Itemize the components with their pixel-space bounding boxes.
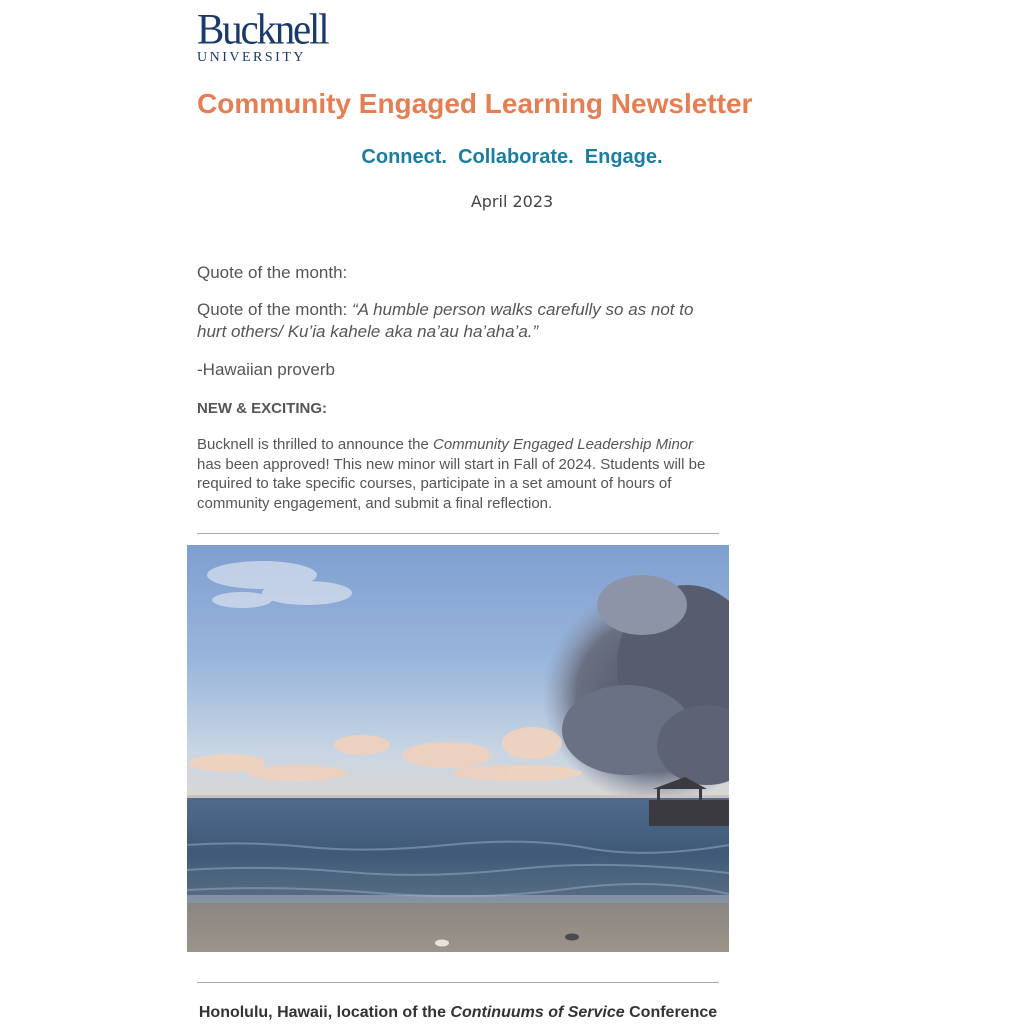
caption-conference-name: Continuums of Service xyxy=(450,1004,625,1021)
logo-subline: UNIVERSITY xyxy=(197,50,306,65)
news-text-italic: Community Engaged Leadership Minor xyxy=(432,436,694,453)
newsletter-title: Community Engaged Learning Newsletter xyxy=(197,88,753,119)
honolulu-beach-photo xyxy=(187,545,729,952)
photo-caption xyxy=(187,1004,729,1022)
news-heading: NEW & EXCITING: xyxy=(197,400,327,417)
bucknell-logo xyxy=(197,4,328,65)
news-text-before: Bucknell is thrilled to announce the xyxy=(197,436,433,453)
caption-text-before: Honolulu, Hawaii, location of the xyxy=(198,1004,451,1021)
caption-text-after: Conference xyxy=(624,1004,718,1021)
news-paragraph xyxy=(197,435,719,513)
issue-date: April 2023 xyxy=(470,192,554,211)
news-text-after: has been approved! This new minor will start in Fall of 2024. Students will be required to take specific courses, participate in a set amount of hours of community engagement, and submit a final reflection. xyxy=(197,455,706,512)
quote-label: Quote of the month: xyxy=(197,263,348,282)
quote-text: “A humble person walks carefully so as not to hurt others/ Ku’ia kahele aka na’au ha’aha’a.” xyxy=(197,300,694,341)
divider-top xyxy=(197,533,719,534)
logo-wordmark: Bucknell xyxy=(197,4,328,54)
quote-label-inline: Quote of the month: xyxy=(197,300,348,319)
divider-bottom xyxy=(197,982,719,983)
quote-paragraph xyxy=(197,299,719,343)
quote-attribution: -Hawaiian proverb xyxy=(197,360,335,379)
tagline: Connect. Collaborate. Engage. xyxy=(361,146,663,168)
newsletter-content xyxy=(197,262,719,513)
